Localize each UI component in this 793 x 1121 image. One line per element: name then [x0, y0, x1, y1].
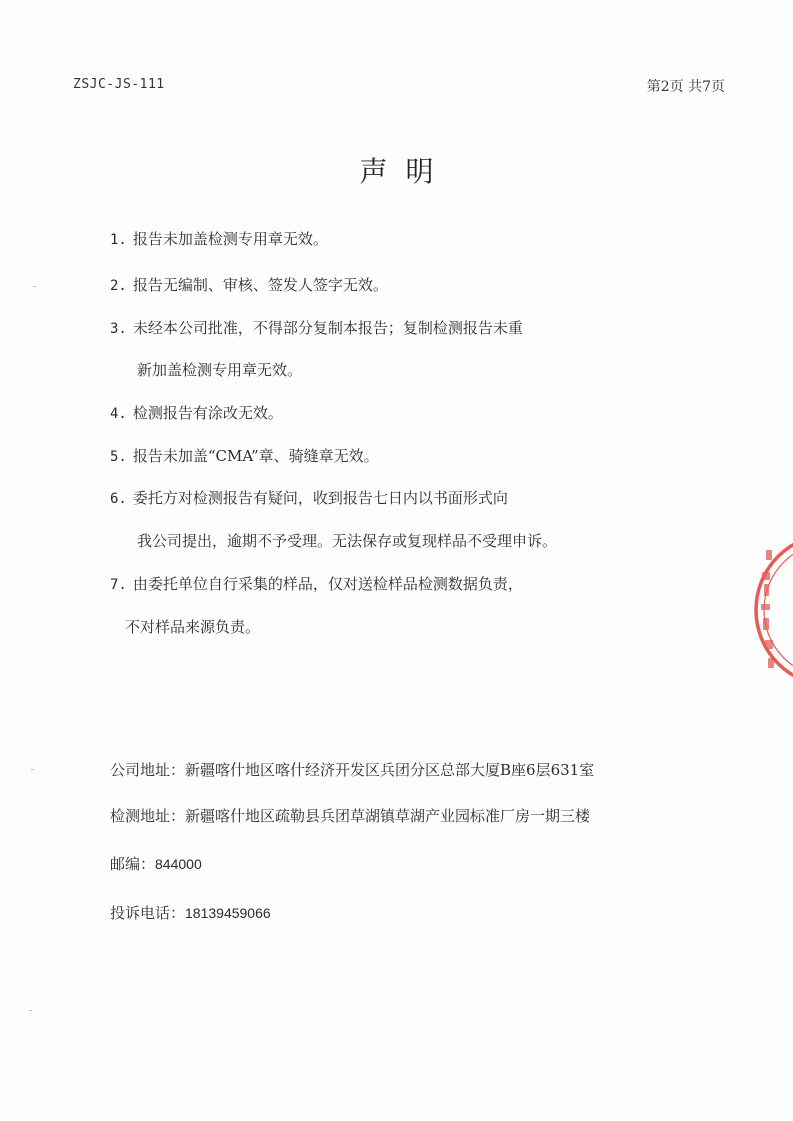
seal-graphic [752, 520, 793, 700]
item-text: 报告无编制、审核、签发人签字无效。 [132, 276, 388, 294]
item-text: 由委托单位自行采集的样品，仅对送检样品检测数据负责， [132, 575, 523, 593]
company-address [110, 760, 594, 780]
page-title: 声明 [359, 155, 452, 188]
postcode-label: 邮编： [110, 855, 156, 873]
seal-glyph [763, 618, 769, 630]
seal-outer-ring [756, 534, 793, 686]
page-indicator: 第2页 共7页 [646, 79, 725, 95]
statement-item-2 [110, 275, 388, 296]
statement-item-6 [110, 488, 508, 509]
seal-glyph [766, 550, 772, 560]
statement-item-3 [110, 318, 523, 339]
scan-speck [29, 1010, 32, 1011]
item-number: 2. [110, 278, 127, 294]
statement-item-6-continuation: 我公司提出，逾期不予受理。无法保存或复现样品不受理申诉。 [137, 532, 558, 550]
seal-glyph [761, 604, 770, 610]
item-text: 检测报告有涂改无效。 [132, 404, 283, 422]
statement-item-7 [110, 574, 523, 595]
statement-item-7-continuation: 不对样品来源负责。 [125, 618, 261, 636]
statement-item-4 [110, 403, 283, 424]
statement-item-5 [110, 446, 379, 467]
seal-glyph [764, 584, 769, 596]
complaint-phone [110, 903, 271, 923]
seal-glyph [768, 658, 774, 668]
test-address [110, 806, 590, 826]
item-number: 7. [110, 577, 127, 593]
statement-item-1 [110, 229, 328, 250]
company-address-value: 新疆喀什地区喀什经济开发区兵团分区总部大厦B座6层631室 [185, 761, 595, 779]
item-number: 3. [110, 321, 127, 337]
item-text: 未经本公司批准，不得部分复制本报告；复制检测报告未重 [132, 319, 523, 337]
company-address-label: 公司地址： [110, 761, 186, 779]
item-text: 委托方对检测报告有疑问，收到报告七日内以书面形式向 [132, 489, 508, 507]
item-number: 5. [110, 449, 127, 465]
item-number: 6. [110, 491, 127, 507]
item-text: 报告未加盖“CMA”章、骑缝章无效。 [132, 447, 379, 465]
scan-speck [31, 769, 34, 770]
seam-seal-stamp [752, 520, 793, 700]
test-address-value: 新疆喀什地区疏勒县兵团草湖镇草湖产业园标准厂房一期三楼 [185, 807, 591, 825]
item-number: 1. [110, 232, 127, 248]
seal-glyph [765, 640, 773, 649]
item-text: 报告未加盖检测专用章无效。 [132, 230, 328, 248]
seal-glyph [762, 572, 770, 580]
complaint-phone-label: 投诉电话： [110, 904, 186, 922]
item-number: 4. [110, 406, 127, 422]
document-code: ZSJC-JS-111 [73, 77, 165, 92]
postcode [110, 854, 202, 874]
complaint-phone-value: 18139459066 [185, 905, 271, 921]
postcode-value: 844000 [155, 856, 202, 872]
scan-speck [33, 286, 36, 287]
test-address-label: 检测地址： [110, 807, 186, 825]
statement-item-3-continuation: 新加盖检测专用章无效。 [137, 361, 303, 379]
